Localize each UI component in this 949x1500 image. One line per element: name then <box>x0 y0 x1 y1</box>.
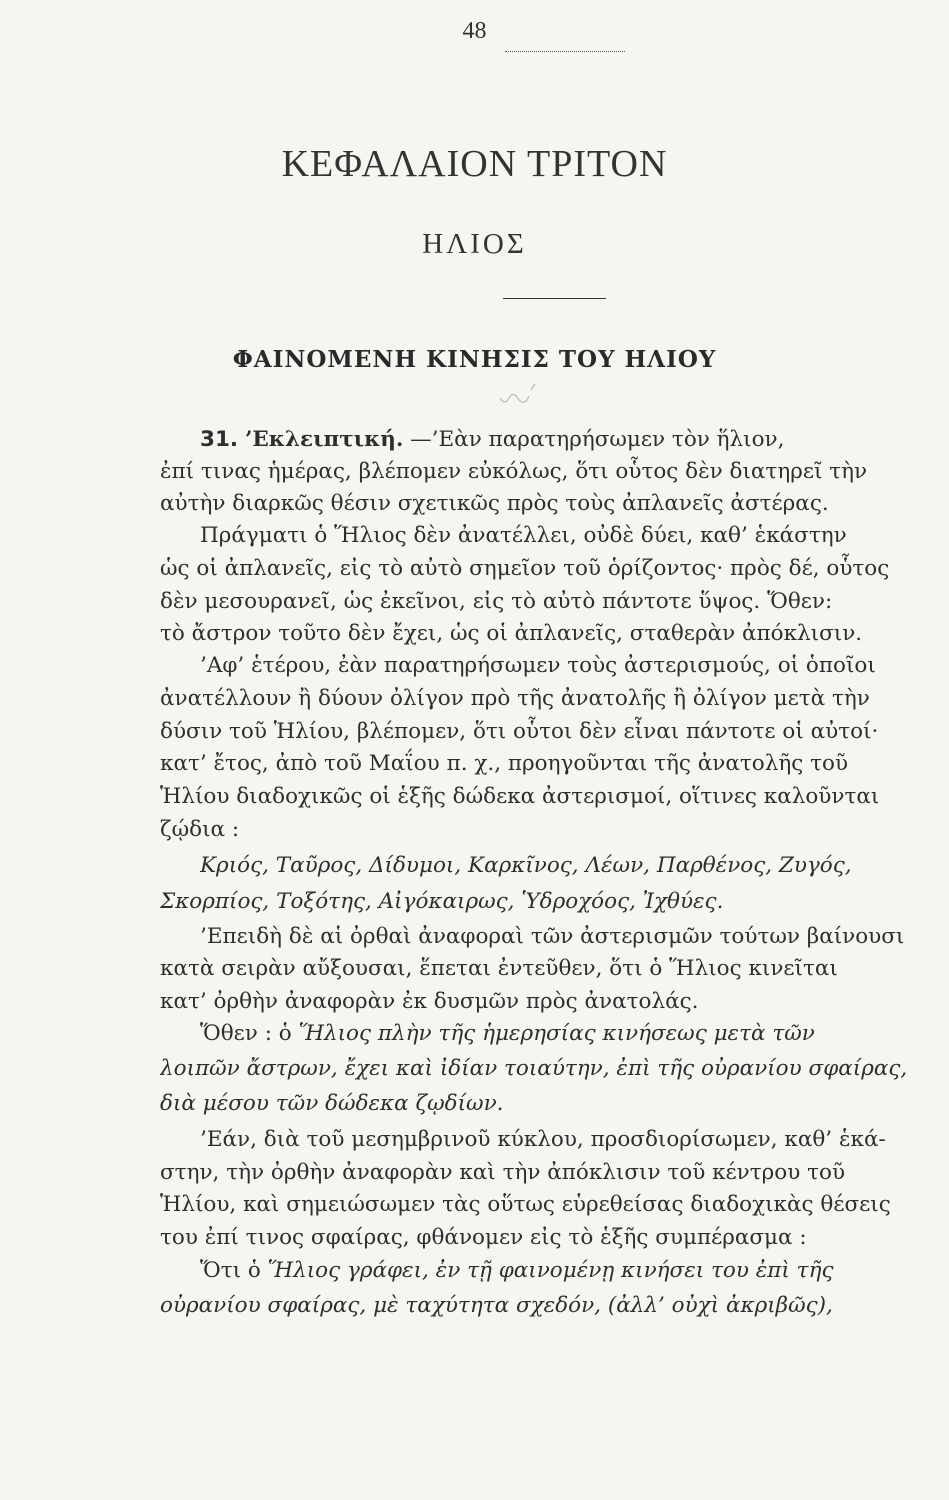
text-line <box>200 850 935 882</box>
text-line: ’Εάν, διὰ τοῦ μεσημβρινοῦ κύκλου, προσδιορίσωμεν, καθ’ ἑκά- <box>200 1127 886 1152</box>
text-span: Ἥλιος γράφει, ἐν τῇ φαινομένῃ κινήσει του ἐπὶ τῆς <box>267 1258 834 1283</box>
text-span: Ὅτι ὁ <box>200 1258 261 1283</box>
text-line: ὡς οἱ ἀπλανεῖς, εἰς τὸ αὐτὸ σημεῖον τοῦ ὁρίζοντος· πρὸς δέ, οὗτος <box>160 556 890 581</box>
text-line: λοιπῶν ἄστρων, ἔχει καὶ ἰδίαν τοιαύτην, ἐπὶ τῆς οὐρανίου σφαίρας, <box>160 1056 908 1081</box>
text-line <box>200 424 935 456</box>
text-line: δὲν μεσουρανεῖ, ὡς ἐκεῖνοι, εἰς τὸ αὐτὸ πάντοτε ὕψος. Ὅθεν: <box>160 589 833 614</box>
text-line: ’Επειδὴ δὲ αἱ ὀρθαὶ ἀναφοραὶ τῶν ἀστερισμῶν τούτων βαίνουσι <box>200 924 905 949</box>
text-span: Ἥλιος πλὴν τῆς ἡμερησίας κινήσεως μετὰ τῶν <box>298 1021 815 1046</box>
text-span: —’Εὰν παρατηρήσωμεν τὸν ἥλιον, <box>410 427 785 452</box>
text-span: Κριός, <box>200 853 269 878</box>
text-line: κατ’ ἔτος, ἀπὸ τοῦ Μαΐου π. χ., προηγοῦνται τῆς ἀνατολῆς τοῦ <box>160 751 849 776</box>
text-line: στην, τὴν ὀρθὴν ἀναφορὰν καὶ τὴν ἀπόκλισιν τοῦ κέντρου τοῦ <box>160 1160 846 1185</box>
text-line: κατ’ ὀρθὴν ἀναφορὰν ἐκ δυσμῶν πρὸς ἀνατολάς. <box>160 989 699 1014</box>
text-span: Ταῦρος, Δίδυμοι, Καρκῖνος, Λέων, Παρθένος, Ζυγός, <box>275 853 852 878</box>
divider-rule <box>503 298 606 299</box>
text-line: Ἡλίου, καὶ σημειώσωμεν τὰς οὕτως εὑρεθείσας διαδοχικὰς θέσεις <box>160 1192 891 1217</box>
text-line <box>200 1018 935 1050</box>
section-title: ΗΛΙΟΣ <box>422 228 527 260</box>
text-line: Σκορπίος, Τοξότης, Αἰγόκαιρως, Ὑδροχόος, Ἰχθύες. <box>160 889 724 914</box>
subheading: ΦΑΙΝΟΜΕΝΗ ΚΙΝΗΣΙΣ ΤΟΥ ΗΛΙΟΥ <box>232 346 717 373</box>
text-line: οὐρανίου σφαίρας, μὲ ταχύτητα σχεδόν, (ἀλλ’ οὐχὶ ἀκριβῶς), <box>160 1293 833 1318</box>
chapter-title: ΚΕΦΑΛΑΙΟΝ ΤΡΙΤΟΝ <box>281 143 668 185</box>
text-line: Ἡλίου διαδοχικῶς οἱ ἑξῆς δώδεκα ἀστερισμοί, οἵτινες καλοῦνται <box>160 784 880 809</box>
paragraph-term: ’Εκλειπτική. <box>244 427 404 452</box>
text-line: τὸ ἄστρον τοῦτο δὲν ἔχει, ὡς οἱ ἀπλανεῖς, σταθερὰν ἀπόκλισιν. <box>160 621 863 646</box>
text-line: ’Αφ’ ἑτέρου, ἐὰν παρατηρήσωμεν τοὺς ἀστερισμούς, οἱ ὁποῖοι <box>200 653 876 678</box>
paragraph-number: 31. <box>200 427 239 452</box>
text-line <box>200 1255 935 1287</box>
pencil-annotation-mark <box>495 376 555 416</box>
text-line: ἀνατέλλουν ἢ δύουν ὀλίγον πρὸ τῆς ἀνατολῆς ἢ ὀλίγον μετὰ τὴν <box>160 686 870 711</box>
text-line: ἐπί τινας ἡμέρας, βλέπομεν εὐκόλως, ὅτι οὗτος δὲν διατηρεῖ τὴν <box>160 459 868 484</box>
text-line: κατὰ σειρὰν αὔξουσαι, ἕπεται ἐντεῦθεν, ὅτι ὁ Ἥλιος κινεῖται <box>160 956 838 981</box>
text-line: του ἐπί τινος σφαίρας, φθάνομεν εἰς τὸ ἑξῆς συμπέρασμα : <box>160 1225 807 1250</box>
text-line: διὰ μέσου τῶν δώδεκα ζῳδίων. <box>160 1091 504 1116</box>
text-line: Πράγματι ὁ Ἥλιος δὲν ἀνατέλλει, οὐδὲ δύει, καθ’ ἑκάστην <box>200 523 847 548</box>
text-span: Ὅθεν : ὁ <box>200 1021 292 1046</box>
text-line: ζῴδια : <box>160 817 240 842</box>
text-line: δύσιν τοῦ Ἡλίου, βλέπομεν, ὅτι οὗτοι δὲν εἶναι πάντοτε οἱ αὐτοί· <box>160 719 879 744</box>
page-number: 48 <box>462 18 487 44</box>
dotted-rule <box>505 51 625 52</box>
text-line: αὐτὴν διαρκῶς θέσιν σχετικῶς πρὸς τοὺς ἀπλανεῖς ἀστέρας. <box>160 491 829 516</box>
